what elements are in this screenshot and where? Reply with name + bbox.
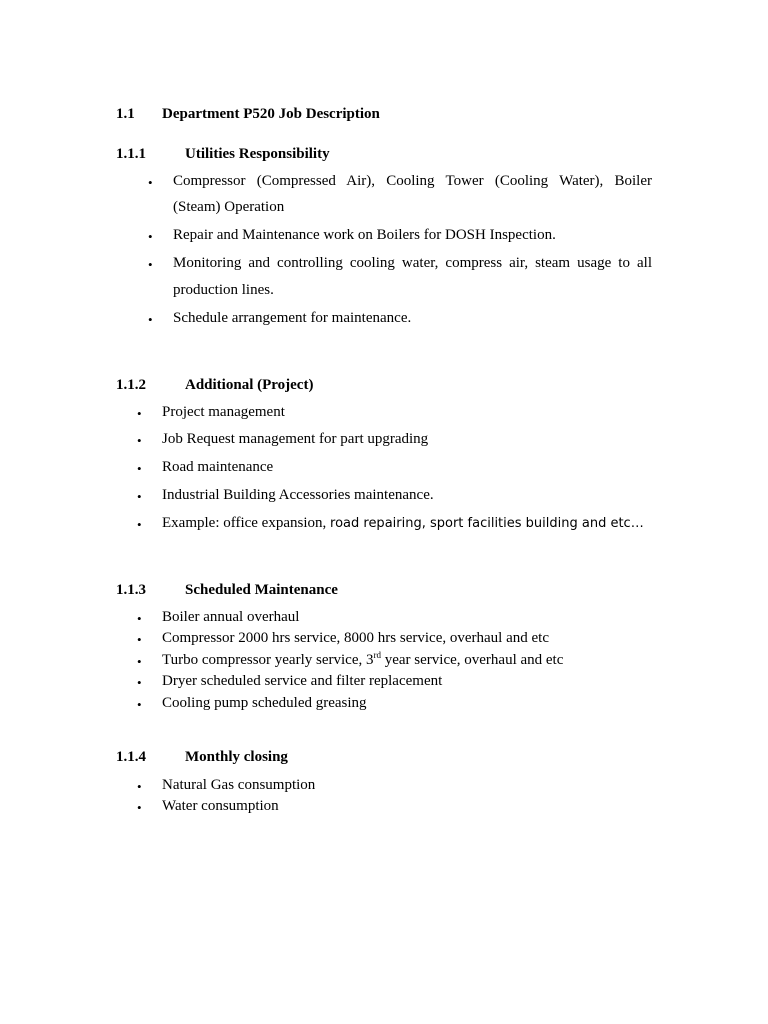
bullet-icon: •	[148, 312, 153, 327]
list-item: Repair and Maintenance work on Boilers for DOSH Inspection.	[173, 227, 556, 243]
list-item: Water consumption	[162, 798, 279, 814]
subsection-title-monthly: Monthly closing	[185, 749, 288, 765]
list-item: Project management	[162, 404, 285, 420]
bullet-icon: •	[137, 779, 142, 794]
list-item: Dryer scheduled service and filter replacement	[162, 673, 443, 689]
bullet-icon: •	[137, 800, 142, 815]
superscript: rd	[373, 650, 381, 660]
subsection-title-additional: Additional (Project)	[185, 377, 314, 393]
list-item-text: year service, overhaul and etc	[380, 652, 564, 668]
bullet-icon: •	[148, 257, 153, 272]
bullet-icon: •	[137, 517, 142, 532]
bullet-icon: •	[137, 632, 142, 647]
list-item-text: Turbo compressor yearly service, 3	[162, 652, 374, 668]
bullet-icon: •	[148, 229, 153, 244]
bullet-icon: •	[148, 175, 153, 190]
bullet-icon: •	[137, 654, 142, 669]
list-item	[162, 652, 563, 669]
bullet-icon: •	[137, 675, 142, 690]
subsection-number-scheduled: 1.1.3	[116, 582, 146, 598]
list-item	[162, 515, 644, 532]
list-item: Compressor 2000 hrs service, 8000 hrs service, overhaul and etc	[162, 630, 549, 646]
list-item: Compressor (Compressed Air), Cooling Tower (Cooling Water), Boiler	[173, 173, 652, 189]
list-item: Boiler annual overhaul	[162, 609, 300, 625]
list-item: Monitoring and controlling cooling water, compress air, steam usage to all	[173, 255, 652, 271]
list-item: Job Request management for part upgrading	[162, 431, 429, 447]
list-item-text: Example: office expansion,	[162, 515, 331, 531]
list-item: Road maintenance	[162, 459, 274, 475]
subsection-number-monthly: 1.1.4	[116, 749, 146, 765]
subsection-title-scheduled: Scheduled Maintenance	[185, 582, 338, 598]
bullet-icon: •	[137, 697, 142, 712]
list-item-text-sans: road repairing, sport facilities building and etc…	[330, 516, 644, 531]
list-item: Industrial Building Accessories maintenance.	[162, 487, 434, 503]
bullet-icon: •	[137, 406, 142, 421]
bullet-icon: •	[137, 489, 142, 504]
section-number: 1.1	[116, 106, 135, 122]
bullet-icon: •	[137, 433, 142, 448]
section-title: Department P520 Job Description	[162, 106, 380, 122]
list-item-continuation: (Steam) Operation	[173, 199, 285, 215]
list-item: Cooling pump scheduled greasing	[162, 695, 367, 711]
list-item: Natural Gas consumption	[162, 777, 316, 793]
subsection-title-utilities: Utilities Responsibility	[185, 146, 330, 162]
list-item: Schedule arrangement for maintenance.	[173, 310, 412, 326]
subsection-number-utilities: 1.1.1	[116, 146, 146, 162]
bullet-icon: •	[137, 461, 142, 476]
subsection-number-additional: 1.1.2	[116, 377, 146, 393]
list-item-continuation: production lines.	[173, 282, 274, 298]
bullet-icon: •	[137, 611, 142, 626]
